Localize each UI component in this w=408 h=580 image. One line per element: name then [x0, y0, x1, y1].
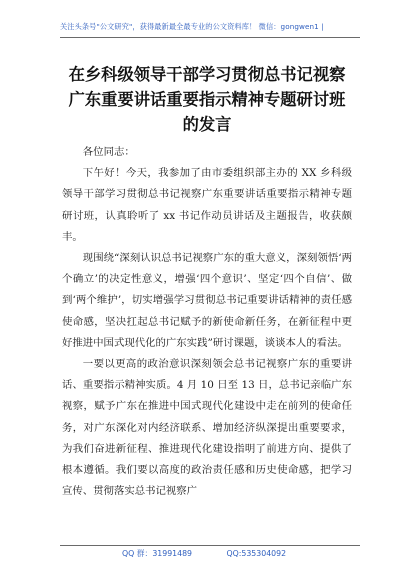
- header-note: 关注头条号"公文研究"，获得最新最全最专业的公文资料库！ 微信：gongwen1 |: [60, 22, 324, 31]
- greeting: 各位同志：: [82, 146, 135, 158]
- document-body: [62, 142, 352, 502]
- footer-contact: [0, 548, 408, 559]
- paragraph-2: 现围绕“深刻认识总书记视察广东的重大意义，深刻领悟‘两个确立’的决定性意义，增强‘四个意识’、坚定‘四个自信’、做到‘两个维护’，切实增强学习贯彻总书记重要讲话精神的责任感使命感，坚决扛起总书记赋予的新使命新任务，在新征程中更好推进中国式现代化的广东实践”研讨课题，谈谈本人的看法。: [62, 252, 352, 349]
- paragraph-3: 一要以更高的政治意识深刻领会总书记视察广东的重要讲话、重要指示精神实质。4 月 10 日至 13 日，总书记亲临广东视察，赋予广东在推进中国式现代化建设中走在前列的使命任务，对广东深化对内经济联系、增加经济纵深提出重要要求，为我们奋进新征程、推进现代化建设指明了前进方向、提供了根本遵循。我们要以高度的政治责任感和历史使命感，把学习宣传、贯彻落实总书记视察广: [62, 358, 352, 498]
- paragraph-1: 下午好！今天，我参加了由市委组织部主办的 XX 乡科级领导干部学习贯彻总书记视察广东重要讲话重要指示精神专题研讨班，认真聆听了 xx 书记作动员讲话及主题报告，收获颇丰。: [62, 167, 352, 243]
- footer-divider: [60, 545, 360, 546]
- qq-group-text: QQ 群：31991489: [121, 549, 192, 558]
- header-divider: [60, 37, 360, 38]
- qq-number-text: QQ:535304092: [226, 549, 287, 558]
- document-title: 在乡科级领导干部学习贯彻总书记视察广东重要讲话重要指示精神专题研讨班的发言: [68, 65, 346, 134]
